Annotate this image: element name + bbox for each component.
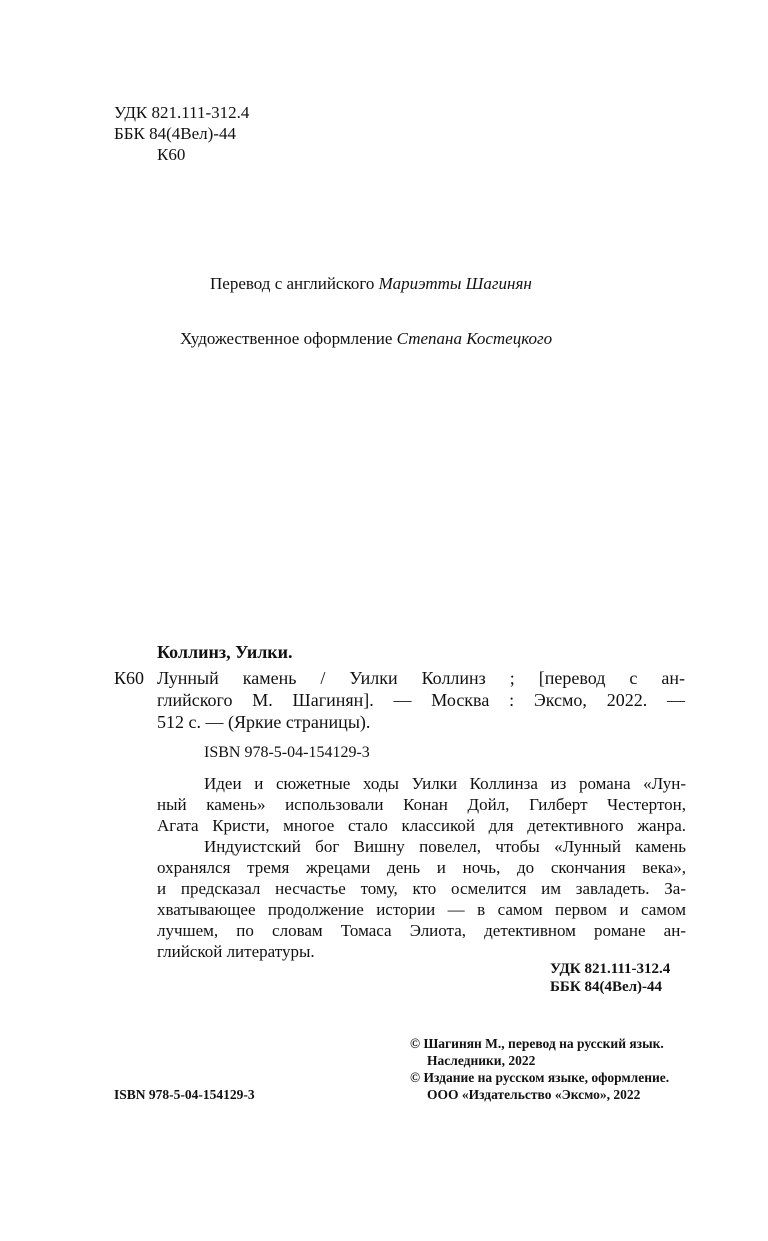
- annotation-bbk: ББК 84(4Вел)-44: [550, 979, 663, 995]
- bib-line: Лунный камень / Уилки Коллинз ; [перевод с ан-: [157, 668, 685, 688]
- translator-line: [210, 274, 532, 294]
- annotation-line: ный камень» использовали Конан Дойл, Гилберт Честертон,: [157, 795, 686, 814]
- annotation-udk: УДК 821.111-312.4: [550, 961, 671, 977]
- design-prefix: Художественное оформление: [180, 329, 393, 348]
- annotation-line: Идеи и сюжетные ходы Уилки Коллинза из романа «Лун-: [204, 774, 686, 793]
- udk-code: УДК 821.111-312.4: [114, 103, 250, 122]
- author-heading: Коллинз, Уилки.: [157, 642, 293, 662]
- translator-prefix: Перевод с английского: [210, 274, 375, 293]
- annotation-line: лучшем, по словам Томаса Элиота, детективном романе ан-: [157, 921, 686, 940]
- copyright-line: ООО «Издательство «Эксмо», 2022: [427, 1087, 641, 1102]
- designer-name: Степана Костецкого: [396, 329, 553, 348]
- design-line: [180, 329, 552, 349]
- author-mark: К60: [157, 145, 186, 164]
- bib-author-mark: К60: [114, 668, 145, 688]
- bib-line: глийского М. Шагинян]. — Москва : Эксмо, 2022. —: [157, 690, 685, 710]
- annotation-line: Индуистский бог Вишну повелел, чтобы «Лунный камень: [204, 837, 686, 856]
- bib-line: 512 с. — (Яркие страницы).: [157, 712, 371, 732]
- bbk-code: ББК 84(4Вел)-44: [114, 124, 236, 143]
- translator-name: Мариэтты Шагинян: [378, 274, 532, 293]
- copyright-line: Наследники, 2022: [427, 1053, 536, 1068]
- annotation-line: и предсказал несчастье тому, кто осмелится им завладеть. За-: [157, 879, 686, 898]
- annotation-line: хватывающее продолжение истории — в самом первом и самом: [157, 900, 686, 919]
- copyright-line: © Издание на русском языке, оформление.: [410, 1070, 670, 1085]
- annotation-line: глийской литературы.: [157, 942, 315, 961]
- annotation-line: Агата Кристи, многое стало классикой для детективного жанра.: [157, 816, 686, 835]
- annotation-line: охранялся тремя жрецами день и ночь, до скончания века»,: [157, 858, 686, 877]
- footer-isbn: ISBN 978-5-04-154129-3: [114, 1087, 255, 1102]
- bib-isbn: ISBN 978-5-04-154129-3: [204, 744, 370, 761]
- copyright-line: © Шагинян М., перевод на русский язык.: [410, 1036, 664, 1051]
